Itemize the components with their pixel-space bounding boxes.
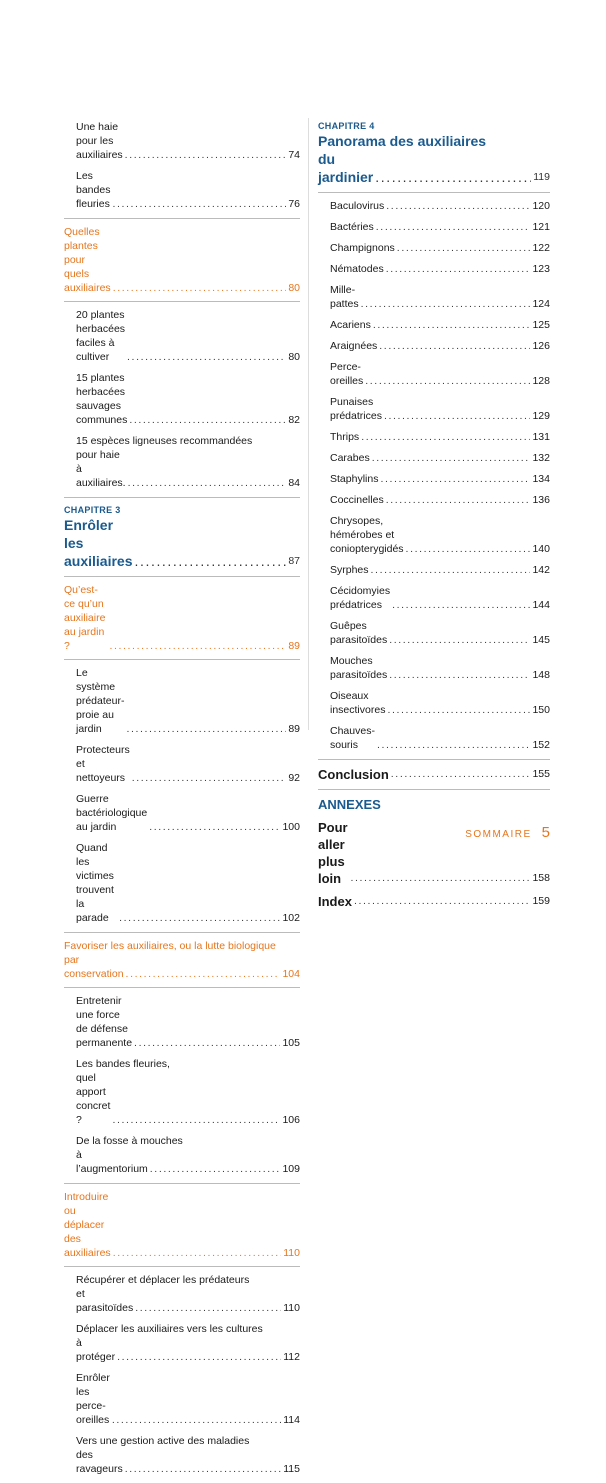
toc-entry[interactable] — [318, 241, 550, 255]
toc-entry-title: Chauves-souris — [330, 725, 375, 751]
dot-leader — [384, 409, 531, 423]
toc-page-number: 110 — [283, 1302, 300, 1314]
toc-entry[interactable] — [64, 666, 300, 736]
chapter-heading[interactable] — [64, 504, 300, 570]
toc-entry-title: Protecteurs et nettoyeurs — [76, 744, 130, 784]
toc-page-number: 102 — [282, 912, 300, 924]
toc-entry[interactable] — [318, 262, 550, 276]
toc-major-entry[interactable] — [318, 893, 550, 910]
dot-leader — [372, 451, 531, 465]
dot-leader — [135, 1301, 281, 1315]
toc-entry-title: Staphylins — [330, 473, 379, 485]
page-footer — [465, 824, 550, 841]
toc-page-number: 125 — [532, 319, 550, 331]
toc-page-number: 105 — [282, 1037, 300, 1049]
toc-page-number: 131 — [532, 431, 550, 443]
toc-page-number: 110 — [283, 1247, 300, 1259]
toc-entry-title: à l’augmentorium — [76, 1149, 148, 1175]
section-rule — [318, 759, 550, 760]
section-rule — [64, 301, 300, 302]
toc-entry[interactable] — [64, 792, 300, 834]
toc-page-number: 134 — [532, 473, 550, 485]
toc-entry-multiline[interactable] — [64, 1434, 300, 1476]
toc-page-number: 144 — [532, 599, 550, 611]
toc-entry-title: Mouches parasitoïdes — [330, 655, 388, 681]
toc-page-number: 80 — [288, 282, 300, 294]
dot-leader — [119, 911, 280, 925]
toc-entry-title: Coccinelles — [330, 494, 384, 506]
section-rule — [64, 576, 300, 577]
toc-entry[interactable] — [64, 308, 300, 364]
toc-entry-last-line[interactable] — [76, 1448, 300, 1476]
toc-page-number: 142 — [532, 564, 550, 576]
toc-section-entry[interactable] — [64, 1190, 300, 1260]
footer-section-label: SOMMAIRE — [465, 829, 532, 840]
toc-entry[interactable] — [318, 283, 550, 311]
dot-leader — [132, 771, 287, 785]
chapter-title-entry[interactable] — [318, 150, 550, 186]
dot-leader — [125, 148, 287, 162]
toc-entry[interactable] — [318, 619, 550, 647]
toc-entry-last-line[interactable] — [76, 448, 300, 490]
toc-page-number: 129 — [532, 410, 550, 422]
dot-leader — [386, 493, 531, 507]
toc-entry-title: quel apport concret ? — [76, 1072, 111, 1126]
toc-entry-title: Entretenir une force de défense permanente — [76, 995, 133, 1049]
toc-entry-title: Une haie pour les auxiliaires — [76, 121, 123, 161]
toc-entry-last-line[interactable] — [76, 1148, 300, 1176]
toc-entry-title: Guerre bactériologique au jardin — [76, 793, 148, 833]
toc-page-number: 100 — [282, 821, 300, 833]
toc-entry-multiline[interactable] — [64, 1134, 300, 1176]
toc-section-last-line[interactable] — [64, 953, 300, 981]
dot-leader — [350, 870, 530, 887]
annexes-heading: ANNEXES — [318, 797, 381, 812]
toc-page-number: 121 — [532, 221, 550, 233]
toc-page-number: 158 — [532, 872, 550, 884]
dot-leader — [361, 297, 531, 311]
toc-entry-last-line[interactable] — [76, 1071, 300, 1127]
chapter-heading[interactable] — [318, 120, 550, 186]
dot-leader — [129, 413, 286, 427]
dot-leader — [389, 633, 530, 647]
toc-entry[interactable] — [318, 689, 550, 717]
toc-entry-multiline[interactable] — [64, 1057, 300, 1127]
toc-page-number: 132 — [532, 452, 550, 464]
toc-entry[interactable] — [64, 169, 300, 211]
toc-entry-title: Syrphes — [330, 564, 369, 576]
toc-page-number: 159 — [532, 895, 550, 907]
toc-entry[interactable] — [64, 371, 300, 427]
toc-page-number: 104 — [282, 968, 300, 980]
toc-entry[interactable] — [318, 654, 550, 682]
dot-leader — [126, 722, 286, 736]
section-rule — [64, 497, 300, 498]
toc-page-number: 123 — [532, 263, 550, 275]
toc-entry-title-line1: Récupérer et déplacer les prédateurs — [76, 1274, 250, 1286]
toc-entry-title-line1: 15 espèces ligneuses recommandées — [76, 435, 253, 447]
toc-entry-title: Le système prédateur-proie au jardin — [76, 667, 125, 735]
toc-entry-title: des ravageurs — [76, 1449, 123, 1475]
toc-page-number: 80 — [288, 351, 300, 363]
toc-page-number: 152 — [532, 739, 550, 751]
toc-entry-title-line1: Déplacer les auxiliaires vers les cultures — [76, 1323, 263, 1335]
toc-entry-title: Enrôler les auxiliaires — [64, 517, 133, 569]
toc-page-number: 74 — [288, 149, 300, 161]
dot-leader — [386, 199, 530, 213]
toc-entry-title: Baculovirus — [330, 200, 385, 212]
dot-leader — [112, 1413, 281, 1427]
dot-leader — [373, 318, 531, 332]
toc-page-number: 122 — [532, 242, 550, 254]
toc-entry[interactable] — [64, 120, 300, 162]
dot-leader — [386, 262, 531, 276]
toc-entry-title: Nématodes — [330, 263, 384, 275]
toc-page-number: 89 — [288, 723, 300, 735]
toc-entry-title: Acariens — [330, 319, 371, 331]
dot-leader — [109, 639, 286, 653]
toc-page-number: 150 — [532, 704, 550, 716]
dot-leader — [387, 703, 530, 717]
section-rule — [318, 789, 550, 790]
toc-section-entry-multiline[interactable] — [64, 939, 300, 981]
toc-page-number: 128 — [532, 375, 550, 387]
toc-entry-title: Cécidomyies prédatrices — [330, 585, 391, 611]
toc-entry-title: Bactéries — [330, 221, 374, 233]
toc-entry[interactable] — [318, 430, 550, 444]
dot-leader — [117, 1350, 281, 1364]
dot-leader — [112, 197, 286, 211]
dot-leader — [354, 893, 531, 910]
toc-entry[interactable] — [318, 360, 550, 388]
toc-entry[interactable] — [318, 493, 550, 507]
section-rule — [64, 659, 300, 660]
toc-entry-title-line1: De la fosse à mouches — [76, 1135, 183, 1147]
toc-entry-title: Oiseaux insectivores — [330, 690, 386, 716]
chapter-title-line1: Panorama des auxiliaires — [318, 133, 487, 149]
toc-entry-title: Thrips — [330, 431, 360, 443]
toc-entry[interactable] — [318, 584, 550, 612]
chapter-title-entry[interactable] — [64, 516, 300, 570]
chapter-label: CHAPITRE 3 — [64, 505, 121, 515]
toc-page-number: 87 — [288, 555, 300, 567]
footer-page-number: 5 — [541, 824, 550, 841]
toc-entry[interactable] — [318, 318, 550, 332]
dot-leader — [376, 220, 531, 234]
toc-entry-title: Punaises prédatrices — [330, 396, 382, 422]
toc-page-number: 136 — [532, 494, 550, 506]
section-rule — [318, 192, 550, 193]
toc-section-entry[interactable] — [64, 583, 300, 653]
toc-entry[interactable] — [318, 199, 550, 213]
toc-entry[interactable] — [318, 724, 550, 752]
toc-page-number: 148 — [532, 669, 550, 681]
section-rule — [64, 987, 300, 988]
dot-leader — [365, 374, 530, 388]
toc-entry-title: 20 plantes herbacées faciles à cultiver — [76, 309, 126, 363]
toc-entry-title: Carabes — [330, 452, 370, 464]
toc-entry-title: Quelles plantes pour quels auxiliaires — [64, 226, 111, 294]
toc-entry-multiline[interactable] — [64, 434, 300, 490]
toc-entry-title-line1: Les bandes fleuries, — [76, 1058, 170, 1070]
toc-entry-last-line[interactable] — [76, 1336, 300, 1364]
toc-entry-title: Enrôler les perce-oreilles — [76, 1372, 110, 1426]
toc-entry-title: Introduire ou déplacer des auxiliaires — [64, 1191, 111, 1259]
toc-entry-title: Mille-pattes — [330, 284, 359, 310]
dot-leader — [361, 430, 530, 444]
toc-entry-title: Guêpes parasitoïdes — [330, 620, 388, 646]
toc-entry[interactable] — [318, 563, 550, 577]
toc-page-number: 155 — [532, 768, 550, 780]
toc-entry-multiline[interactable] — [64, 1273, 300, 1315]
dot-leader — [380, 472, 530, 486]
dot-leader — [392, 598, 530, 612]
toc-page-number: 92 — [288, 772, 300, 784]
toc-page-number: 109 — [282, 1163, 300, 1175]
toc-entry-title: à protéger — [76, 1337, 116, 1363]
toc-entry-title: Perce-oreilles — [330, 361, 364, 387]
toc-major-entry[interactable] — [318, 766, 550, 783]
toc-entry[interactable] — [318, 339, 550, 353]
toc-entry-title-line1: Vers une gestion active des maladies — [76, 1435, 250, 1447]
toc-entry-title: par conservation — [64, 954, 124, 980]
column-divider — [308, 118, 309, 730]
toc-page-number: 119 — [533, 171, 550, 183]
toc-entry[interactable] — [64, 841, 300, 925]
dot-leader — [377, 738, 531, 752]
toc-entry[interactable] — [64, 743, 300, 785]
toc-entry-title: Chrysopes, hémérobes et coniopterygidés — [330, 515, 404, 555]
dot-leader — [149, 820, 280, 834]
toc-right-column — [318, 120, 550, 916]
dot-leader — [150, 1162, 281, 1176]
section-rule — [64, 932, 300, 933]
toc-page-number: 120 — [532, 200, 550, 212]
dot-leader — [371, 563, 531, 577]
toc-entry-title: 15 plantes herbacées sauvages communes — [76, 372, 128, 426]
toc-entry-multiline[interactable] — [64, 1322, 300, 1364]
toc-entry-title: du jardinier — [318, 151, 374, 185]
toc-page-number: 124 — [532, 298, 550, 310]
toc-page-number: 82 — [288, 414, 300, 426]
toc-entry[interactable] — [64, 1371, 300, 1427]
toc-entry-title: Index — [318, 894, 352, 909]
dot-leader — [113, 1246, 282, 1260]
dot-leader — [391, 766, 531, 783]
toc-entry-last-line[interactable] — [76, 1287, 300, 1315]
dot-leader — [406, 542, 531, 556]
toc-page-number: 126 — [532, 340, 550, 352]
toc-entry-title: Pour aller plus loin — [318, 820, 348, 886]
dot-leader — [389, 668, 530, 682]
toc-entry[interactable] — [318, 451, 550, 465]
toc-entry-title: Qu’est-ce qu’un auxiliaire au jardin ? — [64, 584, 106, 652]
dot-leader — [397, 241, 531, 255]
dot-leader — [113, 281, 287, 295]
toc-page-number: 140 — [532, 543, 550, 555]
dot-leader — [125, 1462, 282, 1476]
toc-page-number: 89 — [288, 640, 300, 652]
toc-entry-title: Conclusion — [318, 767, 389, 782]
dot-leader — [379, 339, 530, 353]
toc-entry[interactable] — [318, 220, 550, 234]
toc-entry-title: et parasitoïdes — [76, 1288, 134, 1314]
section-rule — [64, 1266, 300, 1267]
dot-leader — [127, 350, 286, 364]
toc-entry-title: Quand les victimes trouvent la parade — [76, 842, 114, 924]
toc-entry[interactable] — [318, 472, 550, 486]
toc-page-number: 114 — [283, 1414, 300, 1426]
dot-leader — [126, 967, 281, 981]
dot-leader — [375, 168, 531, 186]
toc-entry[interactable] — [64, 994, 300, 1050]
section-rule — [64, 218, 300, 219]
dot-leader — [134, 1036, 280, 1050]
toc-entry-title: Champignons — [330, 242, 395, 254]
toc-page-number: 84 — [288, 477, 300, 489]
toc-page-number: 112 — [283, 1351, 300, 1363]
toc-section-entry[interactable] — [64, 225, 300, 295]
dot-leader — [112, 1113, 280, 1127]
chapter-label: CHAPITRE 4 — [318, 121, 375, 131]
toc-left-column — [64, 120, 300, 1483]
toc-page-number: 145 — [532, 634, 550, 646]
toc-entry-title: Araignées — [330, 340, 378, 352]
toc-entry[interactable] — [318, 395, 550, 423]
dot-leader — [134, 552, 286, 570]
toc-page-number: 76 — [288, 198, 300, 210]
toc-entry[interactable] — [318, 514, 550, 556]
toc-page-number: 115 — [283, 1463, 300, 1475]
toc-section-title-line1: Favoriser les auxiliaires, ou la lutte biologique — [64, 940, 276, 952]
section-rule — [64, 1183, 300, 1184]
toc-page-number: 106 — [282, 1114, 300, 1126]
toc-entry-title: pour haie à auxiliaires. — [76, 449, 126, 489]
dot-leader — [128, 476, 287, 490]
toc-entry-title: Les bandes fleuries — [76, 170, 111, 210]
